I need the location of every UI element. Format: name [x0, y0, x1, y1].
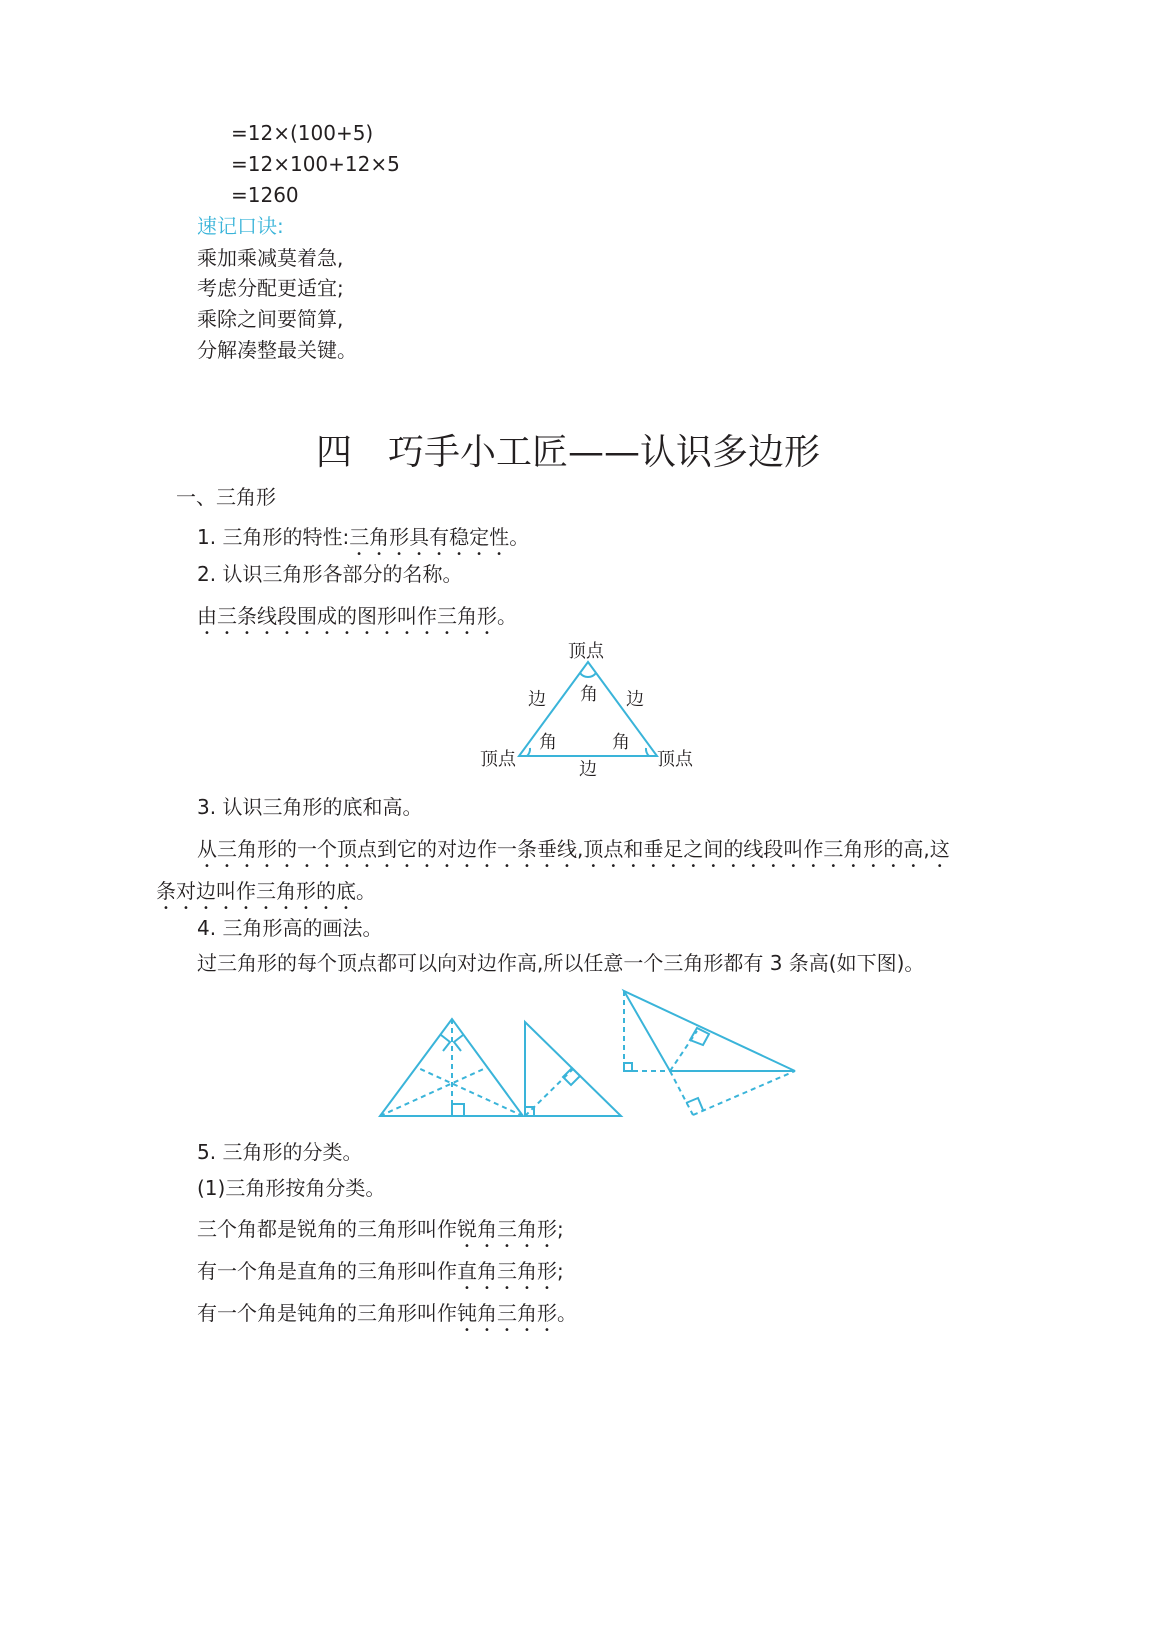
emphasized-text: 从三角形的一个顶点到它的对边作一条垂线,顶点和垂足之间的线段叫作三角形的高,这 [197, 837, 950, 861]
punct: ; [557, 1259, 564, 1283]
emphasized-text: 由三条线段围成的图形叫作三角形 [197, 604, 497, 628]
height-definition-line-1 [197, 837, 950, 872]
right-triangle-heights [525, 1022, 621, 1116]
angle-label-top: 角 [580, 684, 598, 705]
vertex-label-right: 顶点 [657, 749, 693, 770]
mnemonic-line: 乘加乘减莫着急, [197, 246, 344, 270]
vertex-label-top: 顶点 [568, 641, 604, 662]
item-5: 5. 三角形的分类。 [197, 1140, 363, 1164]
item-1-label: 1. 三角形的特性: [197, 525, 350, 549]
angle-label-left: 角 [539, 732, 557, 753]
punct: 。 [509, 525, 530, 549]
mnemonic-line: 考虑分配更适宜; [197, 276, 344, 300]
punct: 。 [557, 1301, 577, 1325]
item-4-text: 过三角形的每个顶点都可以向对边作高,所以任意一个三角形都有 3 条高(如下图)。 [197, 951, 925, 975]
formula-line-3: =1260 [231, 183, 299, 207]
classification-obtuse [197, 1301, 577, 1336]
class-text: 三个角都是锐角的三角形叫作 [197, 1217, 457, 1241]
item-4: 4. 三角形高的画法。 [197, 916, 383, 940]
emphasized-text: 钝角三角形 [457, 1301, 557, 1325]
formula-line-1: =12×(100+5) [231, 121, 374, 145]
angle-label-right: 角 [612, 732, 630, 753]
classification-acute [197, 1217, 564, 1252]
punct: ; [557, 1217, 564, 1241]
mnemonic-line: 乘除之间要简算, [197, 307, 344, 331]
item-2: 2. 认识三角形各部分的名称。 [197, 562, 463, 586]
item-3: 3. 认识三角形的底和高。 [197, 795, 423, 819]
emphasized-text: 直角三角形 [457, 1259, 557, 1283]
class-text: 有一个角是直角的三角形叫作 [197, 1259, 457, 1283]
item-5-1: (1)三角形按角分类。 [197, 1176, 386, 1200]
section-heading: 一、三角形 [176, 485, 276, 509]
chapter-title: 四 巧手小工匠——认识多边形 [316, 432, 821, 473]
punct: 。 [356, 879, 376, 903]
side-label-right: 边 [626, 689, 644, 710]
punct: 。 [497, 604, 517, 628]
emphasized-text: 锐角三角形 [457, 1217, 557, 1241]
height-definition-line-2 [156, 879, 376, 914]
mnemonic-line: 分解凑整最关键。 [197, 338, 357, 362]
obtuse-triangle-heights [624, 991, 795, 1115]
classification-right [197, 1259, 564, 1294]
emphasized-text: 三角形具有稳定性 [349, 525, 510, 549]
emphasized-text: 条对边叫作三角形的底 [156, 879, 356, 903]
vertex-label-left: 顶点 [480, 749, 516, 770]
formula-line-2: =12×100+12×5 [231, 152, 400, 176]
acute-triangle-heights [380, 1019, 523, 1116]
side-label-bottom: 边 [579, 759, 597, 780]
mnemonic-title: 速记口诀: [197, 214, 284, 238]
side-label-left: 边 [528, 689, 546, 710]
class-text: 有一个角是钝角的三角形叫作 [197, 1301, 457, 1325]
